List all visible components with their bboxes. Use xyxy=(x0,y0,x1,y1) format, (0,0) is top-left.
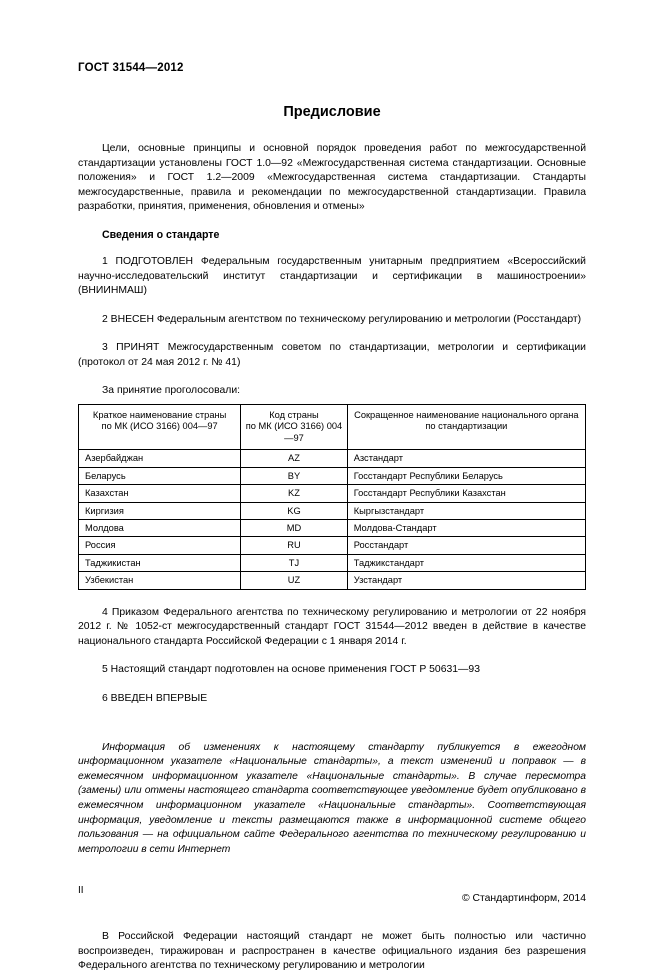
cell-code: TJ xyxy=(241,554,347,571)
cell-code: RU xyxy=(241,537,347,554)
cell-body: Узстандарт xyxy=(347,572,585,589)
table-body xyxy=(79,450,586,589)
reproduction-note: В Российской Федерации настоящий стандарт не может быть полностью или частично воспроизведен, тиражирован и распространен в качестве официального издания без разрешения Федерального агентства по техническому регулированию и метрологии xyxy=(78,931,586,972)
column-header-code-line1: Код страны xyxy=(269,409,319,420)
table-row xyxy=(79,537,586,554)
column-header-body xyxy=(347,404,585,450)
column-header-country xyxy=(79,404,241,450)
cell-country: Россия xyxy=(79,537,241,554)
cell-code: BY xyxy=(241,467,347,484)
clause-1: 1 ПОДГОТОВЛЕН Федеральным государственным унитарным предприятием «Всероссийский научно-исследовательский институт стандартизации и сертификации в машиностроении» (ВНИИНМАШ) xyxy=(78,255,586,297)
cell-body: Госстандарт Республики Казахстан xyxy=(347,485,585,502)
cell-country: Казахстан xyxy=(79,485,241,502)
cell-body: Азстандарт xyxy=(347,450,585,467)
clause-4: 4 Приказом Федерального агентства по техническому регулированию и метрологии от 22 ноября 2012 г. № 1052-ст межгосударственный стандарт ГОСТ 31544—2012 введен в действие в качестве национального стандарта Российской Федерации с 1 января 2014 г. xyxy=(78,606,586,647)
column-header-body-line1: Сокращенное наименование национального органа xyxy=(354,409,579,420)
table-row xyxy=(79,485,586,502)
column-header-body-line2: по стандартизации xyxy=(425,421,508,432)
intro-paragraph: Цели, основные принципы и основной порядок проведения работ по межгосударственной стандартизации установлены ГОСТ 1.0—92 «Межгосударственная система стандартизации. Основные положения» и ГОСТ 1.2—2009 «Межгосударственная система стандартизации. Стандарты межгосударственные, правила и рекомендации по межгосударственной стандартизации. Правила разработки, принятия, применения, обновления и отмены» xyxy=(78,143,586,213)
clause-6: 6 ВВЕДЕН ВПЕРВЫЕ xyxy=(102,692,208,704)
cell-country: Узбекистан xyxy=(79,572,241,589)
cell-code: AZ xyxy=(241,450,347,467)
cell-country: Беларусь xyxy=(79,467,241,484)
cell-body: Таджикстандарт xyxy=(347,554,585,571)
cell-country: Молдова xyxy=(79,519,241,536)
countries-table xyxy=(78,404,586,590)
column-header-code-line2: по МК (ИСО 3166) 004—97 xyxy=(245,421,343,443)
section-heading-standard-info: Сведения о стандарте xyxy=(102,228,220,241)
amendment-notice: Информация об изменениях к настоящему стандарту публикуется в ежегодном информационном указателе «Национальные стандарты», а текст изменений и поправок — в ежемесячном информационном указателе «Национальные стандарты». В случае пересмотра (замены) или отмены настоящего стандарта соответствующее уведомление будет опубликовано в ежемесячном информационном указателе «Национальные стандарты». Соответствующая информация, уведомление и тексты размещаются также в информационной системе общего пользования — на официальном сайте Федерального агентства по техническому регулированию и метрологии в сети Интернет xyxy=(78,741,586,855)
cell-country: Азербайджан xyxy=(79,450,241,467)
cell-body: Кыргызстандарт xyxy=(347,502,585,519)
cell-code: KZ xyxy=(241,485,347,502)
standard-code-header: ГОСТ 31544—2012 xyxy=(78,62,184,74)
page-title: Предисловие xyxy=(283,104,381,120)
column-header-country-line2: по МК (ИСО 3166) 004—97 xyxy=(101,421,218,432)
column-header-country-line1: Краткое наименование страны xyxy=(92,409,227,420)
cell-body: Росстандарт xyxy=(347,537,585,554)
table-row xyxy=(79,502,586,519)
clause-3: 3 ПРИНЯТ Межгосударственным советом по стандартизации, метрологии и сертификации (протокол от 24 мая 2012 г. № 41) xyxy=(78,342,586,368)
page-number: II xyxy=(78,885,84,896)
cell-country: Киргизия xyxy=(79,502,241,519)
column-header-code xyxy=(241,404,347,450)
clause-2: 2 ВНЕСЕН Федеральным агентством по техническому регулированию и метрологии (Росстандарт) xyxy=(102,313,582,325)
page-content xyxy=(78,62,586,974)
cell-body: Госстандарт Республики Беларусь xyxy=(347,467,585,484)
copyright-line: © Стандартинформ, 2014 xyxy=(461,893,586,905)
table-header-row xyxy=(79,404,586,450)
cell-country: Таджикистан xyxy=(79,554,241,571)
vote-lead-text: За принятие проголосовали: xyxy=(102,384,241,396)
cell-code: KG xyxy=(241,502,347,519)
cell-body: Молдова-Стандарт xyxy=(347,519,585,536)
cell-code: UZ xyxy=(241,572,347,589)
table-row xyxy=(79,467,586,484)
table-row xyxy=(79,554,586,571)
table-row xyxy=(79,450,586,467)
table-row xyxy=(79,572,586,589)
cell-code: MD xyxy=(241,519,347,536)
table-row xyxy=(79,519,586,536)
clause-5: 5 Настоящий стандарт подготовлен на основе применения ГОСТ Р 50631—93 xyxy=(102,664,480,676)
table-head xyxy=(79,404,586,450)
